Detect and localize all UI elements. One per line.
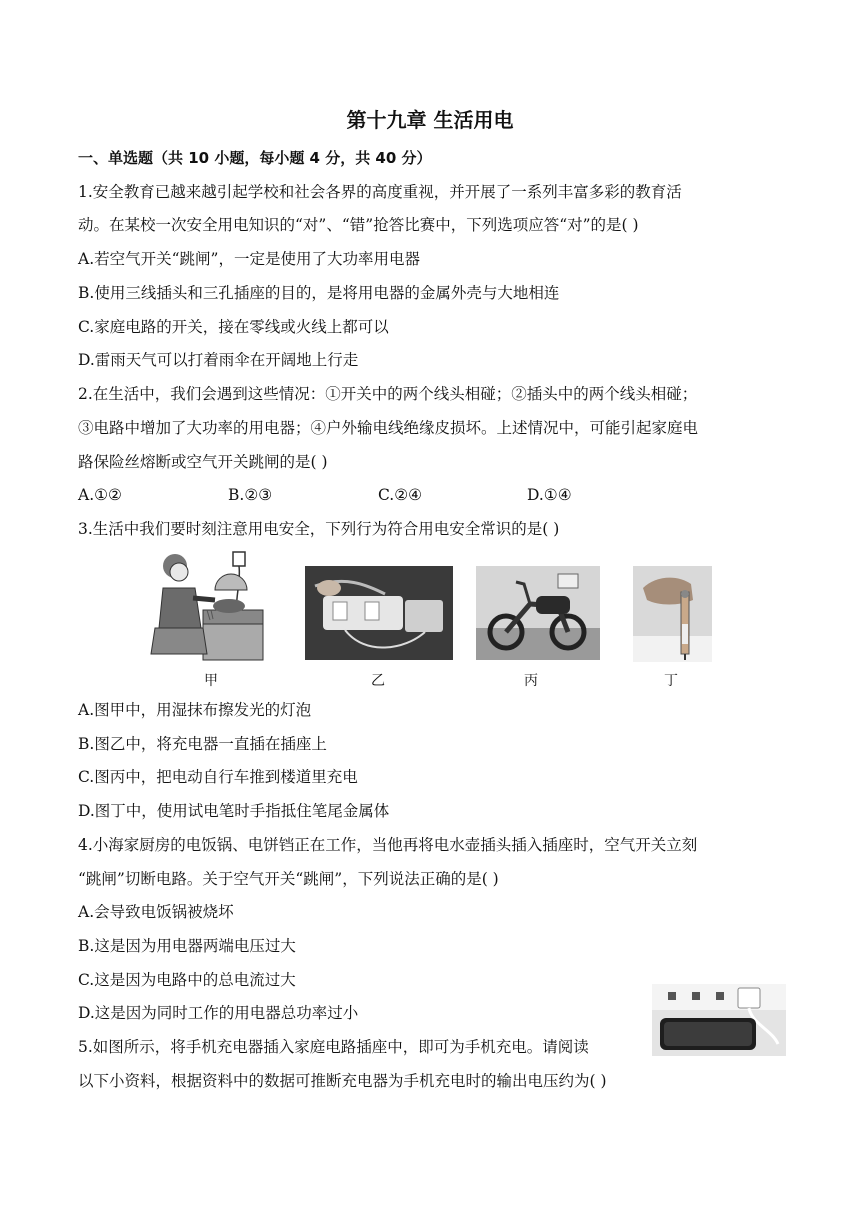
q3-option-c: C.图丙中，把电动自行车推到楼道里充电 [78, 768, 358, 786]
q2-option-d: D.①④ [527, 486, 572, 504]
q1-option-d: D.雷雨天气可以打着雨伞在开阔地上行走 [78, 351, 359, 369]
q2-stem-line1: 2.在生活中，我们会遇到这些情况：①开关中的两个线头相碰；②插头中的两个线头相碰； [78, 385, 698, 403]
figure-phone-charging [652, 984, 786, 1056]
q5-stem-line1: 5.如图所示，将手机充电器插入家庭电路插座中，即可为手机充电。请阅读 [78, 1038, 589, 1056]
q1-stem-line2: 动。在某校一次安全用电知识的“对”、“错”抢答比赛中，下列选项应答“对”的是( ) [78, 216, 639, 234]
q2-option-c: C.②④ [378, 486, 423, 504]
caption-bing: 丙 [524, 673, 538, 689]
q2-option-b: B.②③ [228, 486, 273, 504]
q4-stem-line1: 4.小海家厨房的电饭锅、电饼铛正在工作，当他再将电水壶插头插入插座时，空气开关立刻 [78, 836, 698, 854]
caption-jia: 甲 [204, 673, 218, 689]
caption-ding: 丁 [664, 673, 678, 689]
q2-stem-line3: 路保险丝熔断或空气开关跳闸的是( ) [78, 453, 328, 471]
q4-option-d: D.这是因为同时工作的用电器总功率过小 [78, 1004, 359, 1022]
q4-option-a: A.会导致电饭锅被烧坏 [78, 903, 234, 921]
q1-option-a: A.若空气开关“跳闸”，一定是使用了大功率用电器 [78, 250, 420, 268]
figure-jia-wet-cloth-lamp [145, 548, 265, 662]
figure-ding-test-pen [633, 566, 712, 662]
q2-option-a: A.①② [78, 486, 122, 504]
figure-yi-charger-plugged [305, 566, 453, 660]
page-title: 第十九章 生活用电 [346, 108, 514, 132]
q4-option-b: B.这是因为用电器两端电压过大 [78, 937, 296, 955]
caption-yi: 乙 [371, 673, 385, 689]
q4-stem-line2: “跳闸”切断电路。关于空气开关“跳闸”，下列说法正确的是( ) [78, 870, 499, 888]
q2-stem-line2: ③电路中增加了大功率的用电器；④户外输电线绝缘皮损坏。上述情况中，可能引起家庭电 [78, 419, 699, 437]
figure-bing-ebike-hallway [476, 566, 600, 660]
q1-option-c: C.家庭电路的开关，接在零线或火线上都可以 [78, 318, 389, 336]
q3-option-d: D.图丁中，使用试电笔时手指抵住笔尾金属体 [78, 802, 390, 820]
q4-option-c: C.这是因为电路中的总电流过大 [78, 971, 296, 989]
q5-stem-line2: 以下小资料，根据资料中的数据可推断充电器为手机充电时的输出电压约为( ) [78, 1072, 607, 1090]
q3-option-a: A.图甲中，用湿抹布擦发光的灯泡 [78, 701, 312, 719]
q3-stem: 3.生活中我们要时刻注意用电安全，下列行为符合用电安全常识的是( ) [78, 520, 560, 538]
q1-stem-line1: 1.安全教育已越来越引起学校和社会各界的高度重视，并开展了一系列丰富多彩的教育活 [78, 183, 682, 201]
q3-option-b: B.图乙中，将充电器一直插在插座上 [78, 735, 327, 753]
section-heading: 一、单选题（共 10 小题，每小题 4 分，共 40 分） [78, 149, 432, 167]
q1-option-b: B.使用三线插头和三孔插座的目的，是将用电器的金属外壳与大地相连 [78, 284, 560, 302]
